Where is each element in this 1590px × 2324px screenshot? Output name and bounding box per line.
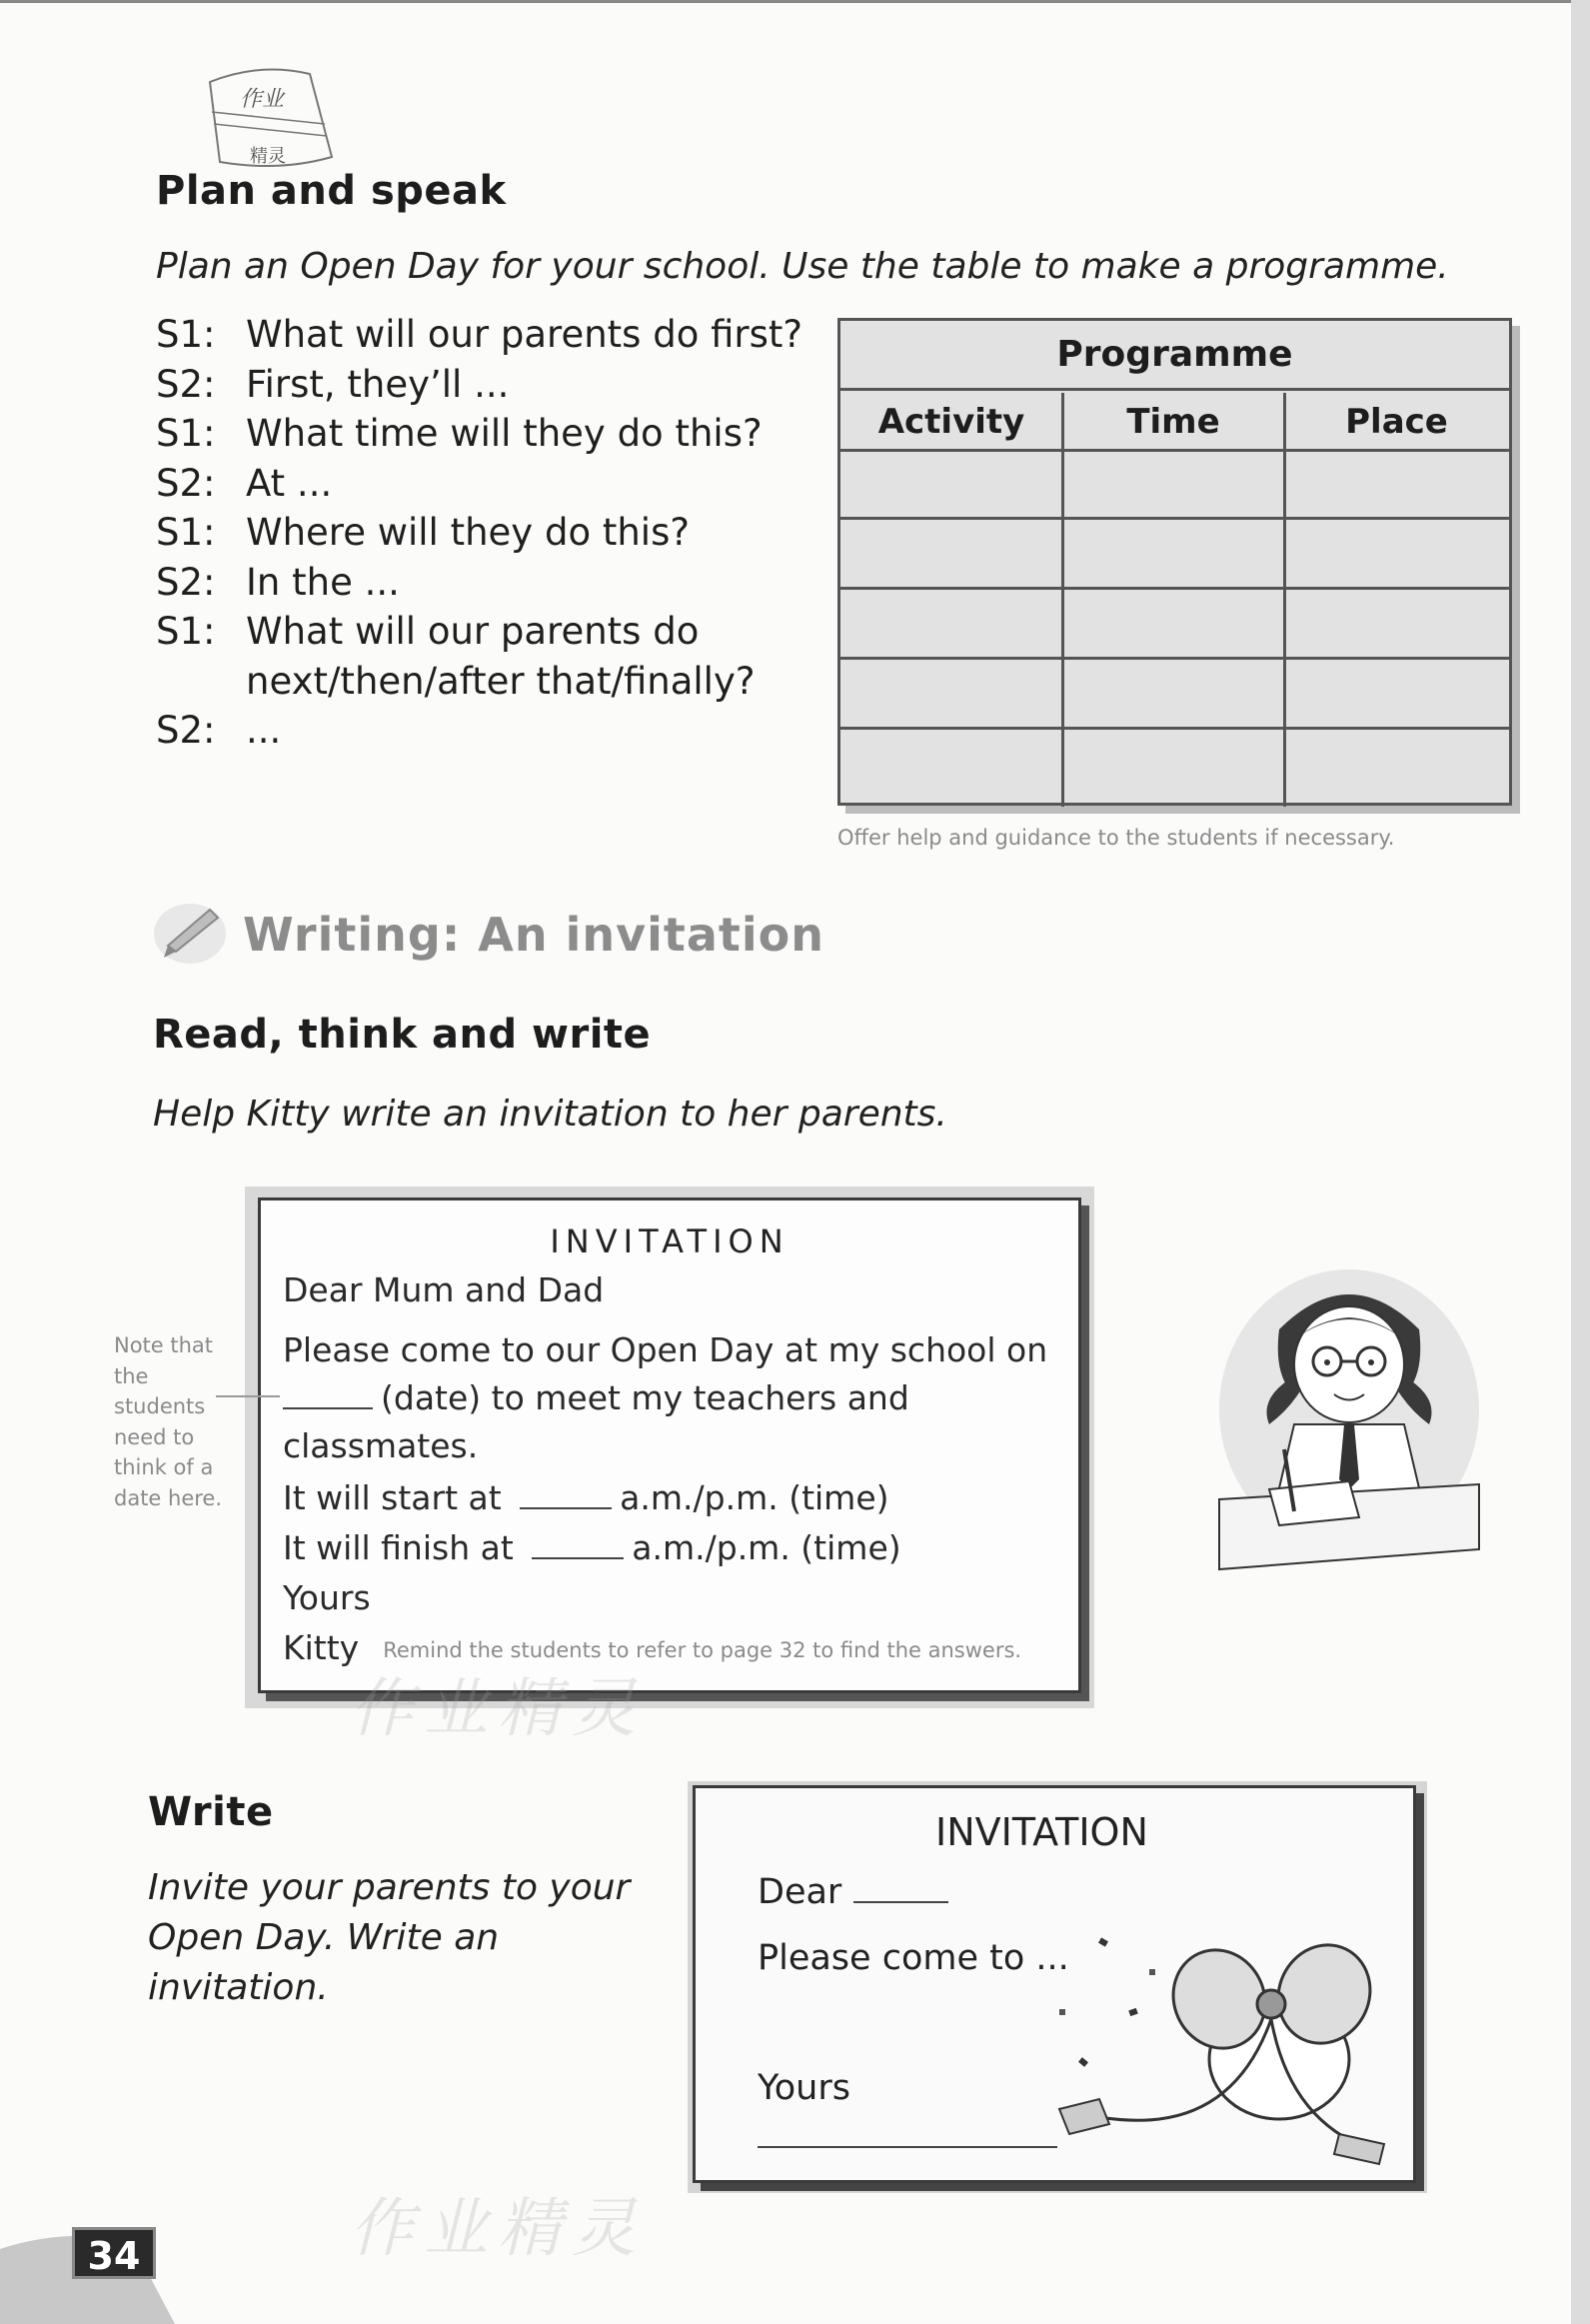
write-instruction-line2: Open Day. Write an [148,1917,500,1958]
stamp-logo-icon [200,62,340,182]
invitation-signature: Kitty Remind the students to refer to page 32 to find the answers. [283,1628,1022,1667]
margin-teacher-note: Note that the students need to think of a date here. [114,1333,223,1510]
teacher-note-remind: Remind the students to refer to page 32 to find the answers. [383,1637,1022,1662]
blank-invitation-dear: Dear [758,1872,948,1912]
blank-invitation-yours: Yours [758,2068,850,2108]
programme-title: Programme [840,321,1509,391]
invitation-finish-line: It will finish at a.m./p.m. (time) [283,1528,901,1567]
plan-speak-heading: Plan and speak [156,168,507,214]
dear-blank [853,1877,948,1903]
invitation-line1: Please come to our Open Day at my school on [283,1330,1048,1369]
programme-table [837,318,1512,806]
top-border-line [0,0,1590,3]
start-time-blank [520,1483,612,1509]
plan-speak-instruction: Plan an Open Day for your school. Use the table to make a programme. [156,246,1449,287]
dialogue-line: S2: First, they’ll ... [156,362,510,406]
dialogue-line: next/then/after that/finally? [246,659,756,703]
table-divider [840,449,1509,452]
invitation-line2: (date) to meet my teachers and [283,1378,909,1417]
watermark-text: 作业精灵 [350,2192,646,2266]
svg-text:作业: 作业 [240,87,285,112]
svg-text:精灵: 精灵 [250,146,286,167]
invitation-closing: Yours [283,1578,371,1617]
dialogue-line: S2: In the ... [156,560,400,604]
dialogue-line: S2: ... [156,709,282,752]
writing-section-title: Writing: An invitation [243,908,824,962]
blank-invitation-please: Please come to ... [758,1938,1069,1978]
invitation-card [258,1197,1081,1693]
page-number: 34 [72,2227,156,2279]
girl-writing-illustration [1209,1249,1489,1609]
write-instruction-line1: Invite your parents to your [148,1867,631,1908]
invitation-line3: classmates. [283,1426,479,1465]
finish-time-blank [532,1533,624,1559]
invitation-start-line: It will start at a.m./p.m. (time) [283,1478,889,1517]
write-instruction-line3: invitation. [148,1967,329,2008]
column-header-place: Place [1345,402,1448,442]
teacher-note-table: Offer help and guidance to the students if necessary. [837,826,1395,850]
dialogue-line: S1: Where will they do this? [156,511,690,554]
table-divider [840,657,1509,660]
dialogue-line: S1: What time will they do this? [156,412,763,455]
dialogue-line: S1: What will our parents do first? [156,313,803,356]
table-divider [840,587,1509,590]
column-header-time: Time [1126,402,1220,442]
table-divider [1283,393,1286,807]
column-header-activity: Activity [877,402,1025,442]
watermark-text: 作业精灵 [350,1672,646,1746]
balloon-ribbon-illustration [1039,1909,1409,2169]
writing-instruction: Help Kitty write an invitation to her parents. [153,1094,947,1135]
dialogue-line: S2: At ... [156,461,333,505]
write-heading: Write [148,1789,274,1835]
dialogue-block [156,310,815,756]
margin-pointer-line [216,1395,280,1397]
signature-blank [758,2146,1057,2148]
table-divider [840,727,1509,730]
table-divider [1061,393,1064,807]
dialogue-line: S1: What will our parents do [156,610,700,653]
invitation-title: INVITATION [550,1222,790,1260]
pen-icon [150,890,230,970]
page-edge-shadow [1571,0,1590,2324]
read-think-write-heading: Read, think and write [153,1012,652,1058]
date-blank [283,1383,373,1409]
invitation-greeting: Dear Mum and Dad [283,1270,605,1309]
table-divider [840,517,1509,520]
blank-invitation-title: INVITATION [935,1810,1148,1854]
